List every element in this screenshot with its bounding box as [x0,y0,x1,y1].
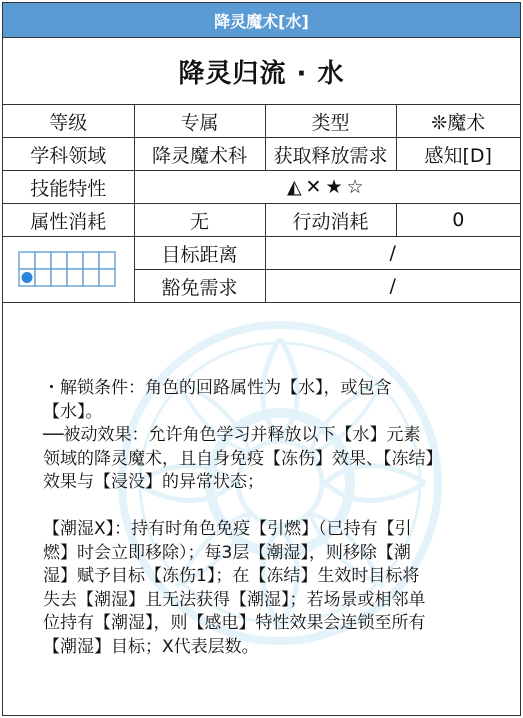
table-row [3,204,520,237]
cell-requirement-value: 感知[D] [396,138,520,171]
cell-field-value: 降灵魔术科 [134,138,265,171]
table-row [3,171,520,204]
cell-action-cost-value: 0 [396,204,520,237]
description-line: 【潮湿】目标；X代表层数。 [43,636,259,657]
cell-attr-cost-label: 属性消耗 [3,204,134,237]
cell-trait-label: 技能特性 [3,171,134,204]
description-line: 失去【潮湿】且无法获得【潮湿】；若场景或相邻单 [43,589,426,610]
range-grid-icon [17,250,119,290]
range-grid-square [51,269,67,286]
cell-trait-value: ◭✕★☆ [134,171,520,204]
table-row [3,138,520,171]
card-header: 降灵魔术[水] [3,3,520,38]
description-line: 【水】。 [43,401,103,422]
cell-save-value: / [265,270,520,303]
range-grid-square [83,269,99,286]
range-grid-square [35,252,51,269]
description-line: 位持有【潮湿】，则【感电】特性效果会连锁至所有 [43,613,426,633]
range-grid-square [99,252,115,269]
description-line: 效果与【浸没】的异常状态； [43,472,264,492]
range-grid-square [67,269,83,286]
range-grid-square [67,252,83,269]
range-grid-square [19,252,35,269]
description-line: 湿】赋予目标【冻伤1】；在【冻结】生效时目标将 [43,566,420,586]
cell-type-label: 类型 [265,105,396,138]
cell-level-label: 等级 [3,105,134,138]
description-line: ──被动效果：允许角色学习并释放以下【水】元素 [43,425,421,445]
description-line: 燃】时会立即移除）；每3层【潮湿】，则移除【潮 [43,542,411,563]
range-grid-square [35,269,51,286]
caster-position-marker [22,272,33,283]
cell-save-label: 豁免需求 [134,270,265,303]
cell-distance-value: / [265,237,520,270]
range-grid-square [99,269,115,286]
table-row [3,237,520,270]
skill-title: 降灵归流 · 水 [3,38,520,105]
description-text [43,377,493,659]
range-grid-square [83,252,99,269]
table-row [3,105,520,138]
cell-action-cost-label: 行动消耗 [265,204,396,237]
description-line: ・解锁条件：角色的回路属性为【水】，或包含 [43,378,392,398]
range-grid-cell [3,237,134,303]
cell-type-value: ❊魔术 [396,105,520,138]
cell-requirement-label: 获取释放需求 [265,138,396,171]
description-line: 领域的降灵魔术，且自身免疫【冻伤】效果、【冻结】 [43,448,443,469]
description-blank-line [43,495,493,519]
cell-field-label: 学科领域 [3,138,134,171]
skill-card [2,2,521,716]
attribute-table [3,105,520,303]
cell-distance-label: 目标距离 [134,237,265,270]
cell-level-value: 专属 [134,105,265,138]
range-grid-square [51,252,67,269]
description-line: 【潮湿X】：持有时角色免疫【引燃】（已持有【引 [43,519,412,539]
cell-attr-cost-value: 无 [134,204,265,237]
